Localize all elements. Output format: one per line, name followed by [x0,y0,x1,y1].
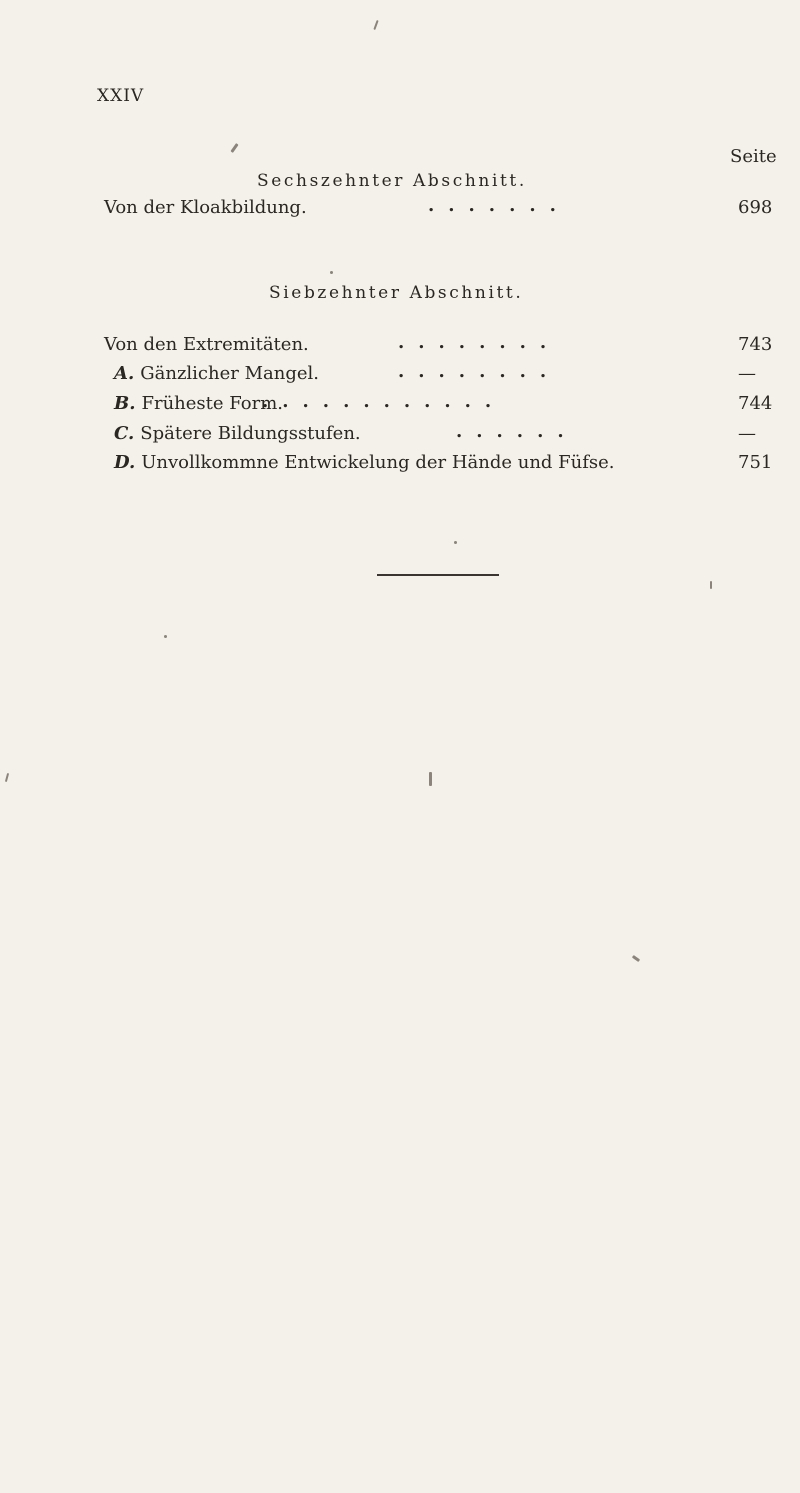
toc-entry-title: Gänzlicher Mangel. [140,363,319,384]
toc-entry-kloakbildung [0,197,800,223]
toc-entry-page: 698 [738,197,773,218]
toc-entry-page: 751 [738,452,773,473]
leader-dots: ........ [398,361,561,382]
paper-speck [429,772,432,786]
page-number: XXIV [97,86,145,106]
toc-entry-text [114,393,283,414]
toc-entry-text [98,334,309,355]
section-heading-17: Siebzehnter Abschnitt. [269,283,524,303]
toc-entry-text [114,423,361,444]
leader-dots: ....... [428,195,570,216]
toc-entry-letter: A. [114,363,135,384]
toc-entry-page: — [738,363,756,384]
paper-speck [710,581,712,589]
toc-entry-title: Spätere Bildungsstufen. [140,423,361,444]
toc-entry-title: Früheste Form. [141,393,283,414]
toc-entry-page: 744 [738,393,773,414]
toc-entry-title: Von den Extremitäten. [104,334,309,355]
toc-entry-text [114,363,319,384]
paper-speck [230,143,238,153]
leader-dots: ............ [262,391,506,412]
section-heading-16: Sechszehnter Abschnitt. [257,171,527,191]
toc-entry-page: — [738,423,756,444]
paper-speck [330,271,333,274]
paper-speck [5,773,9,782]
toc-entry-a [0,363,800,389]
toc-entry-title: Von der Kloakbildung. [104,197,307,218]
toc-entry-letter: B. [114,393,136,414]
toc-entry-text [98,197,307,218]
toc-entry-c [0,423,800,449]
toc-entry-title: Unvollkommne Entwickelung der Hände und Füfse. [141,452,615,473]
toc-entry-b [0,393,800,419]
toc-entry-letter: D. [114,452,136,473]
paper-speck [632,955,640,962]
toc-entry-page: 743 [738,334,773,355]
end-rule [377,574,499,576]
page-column-header: Seite [730,146,777,167]
paper-speck [164,635,167,638]
toc-entry-letter: C. [114,423,135,444]
leader-dots: ...... [456,421,578,442]
leader-dots: ........ [398,332,561,353]
toc-entry-text [114,452,615,473]
paper-speck [454,541,457,544]
toc-entry-extremitaeten [0,334,800,360]
paper-speck [373,20,378,30]
toc-entry-d [0,452,800,478]
